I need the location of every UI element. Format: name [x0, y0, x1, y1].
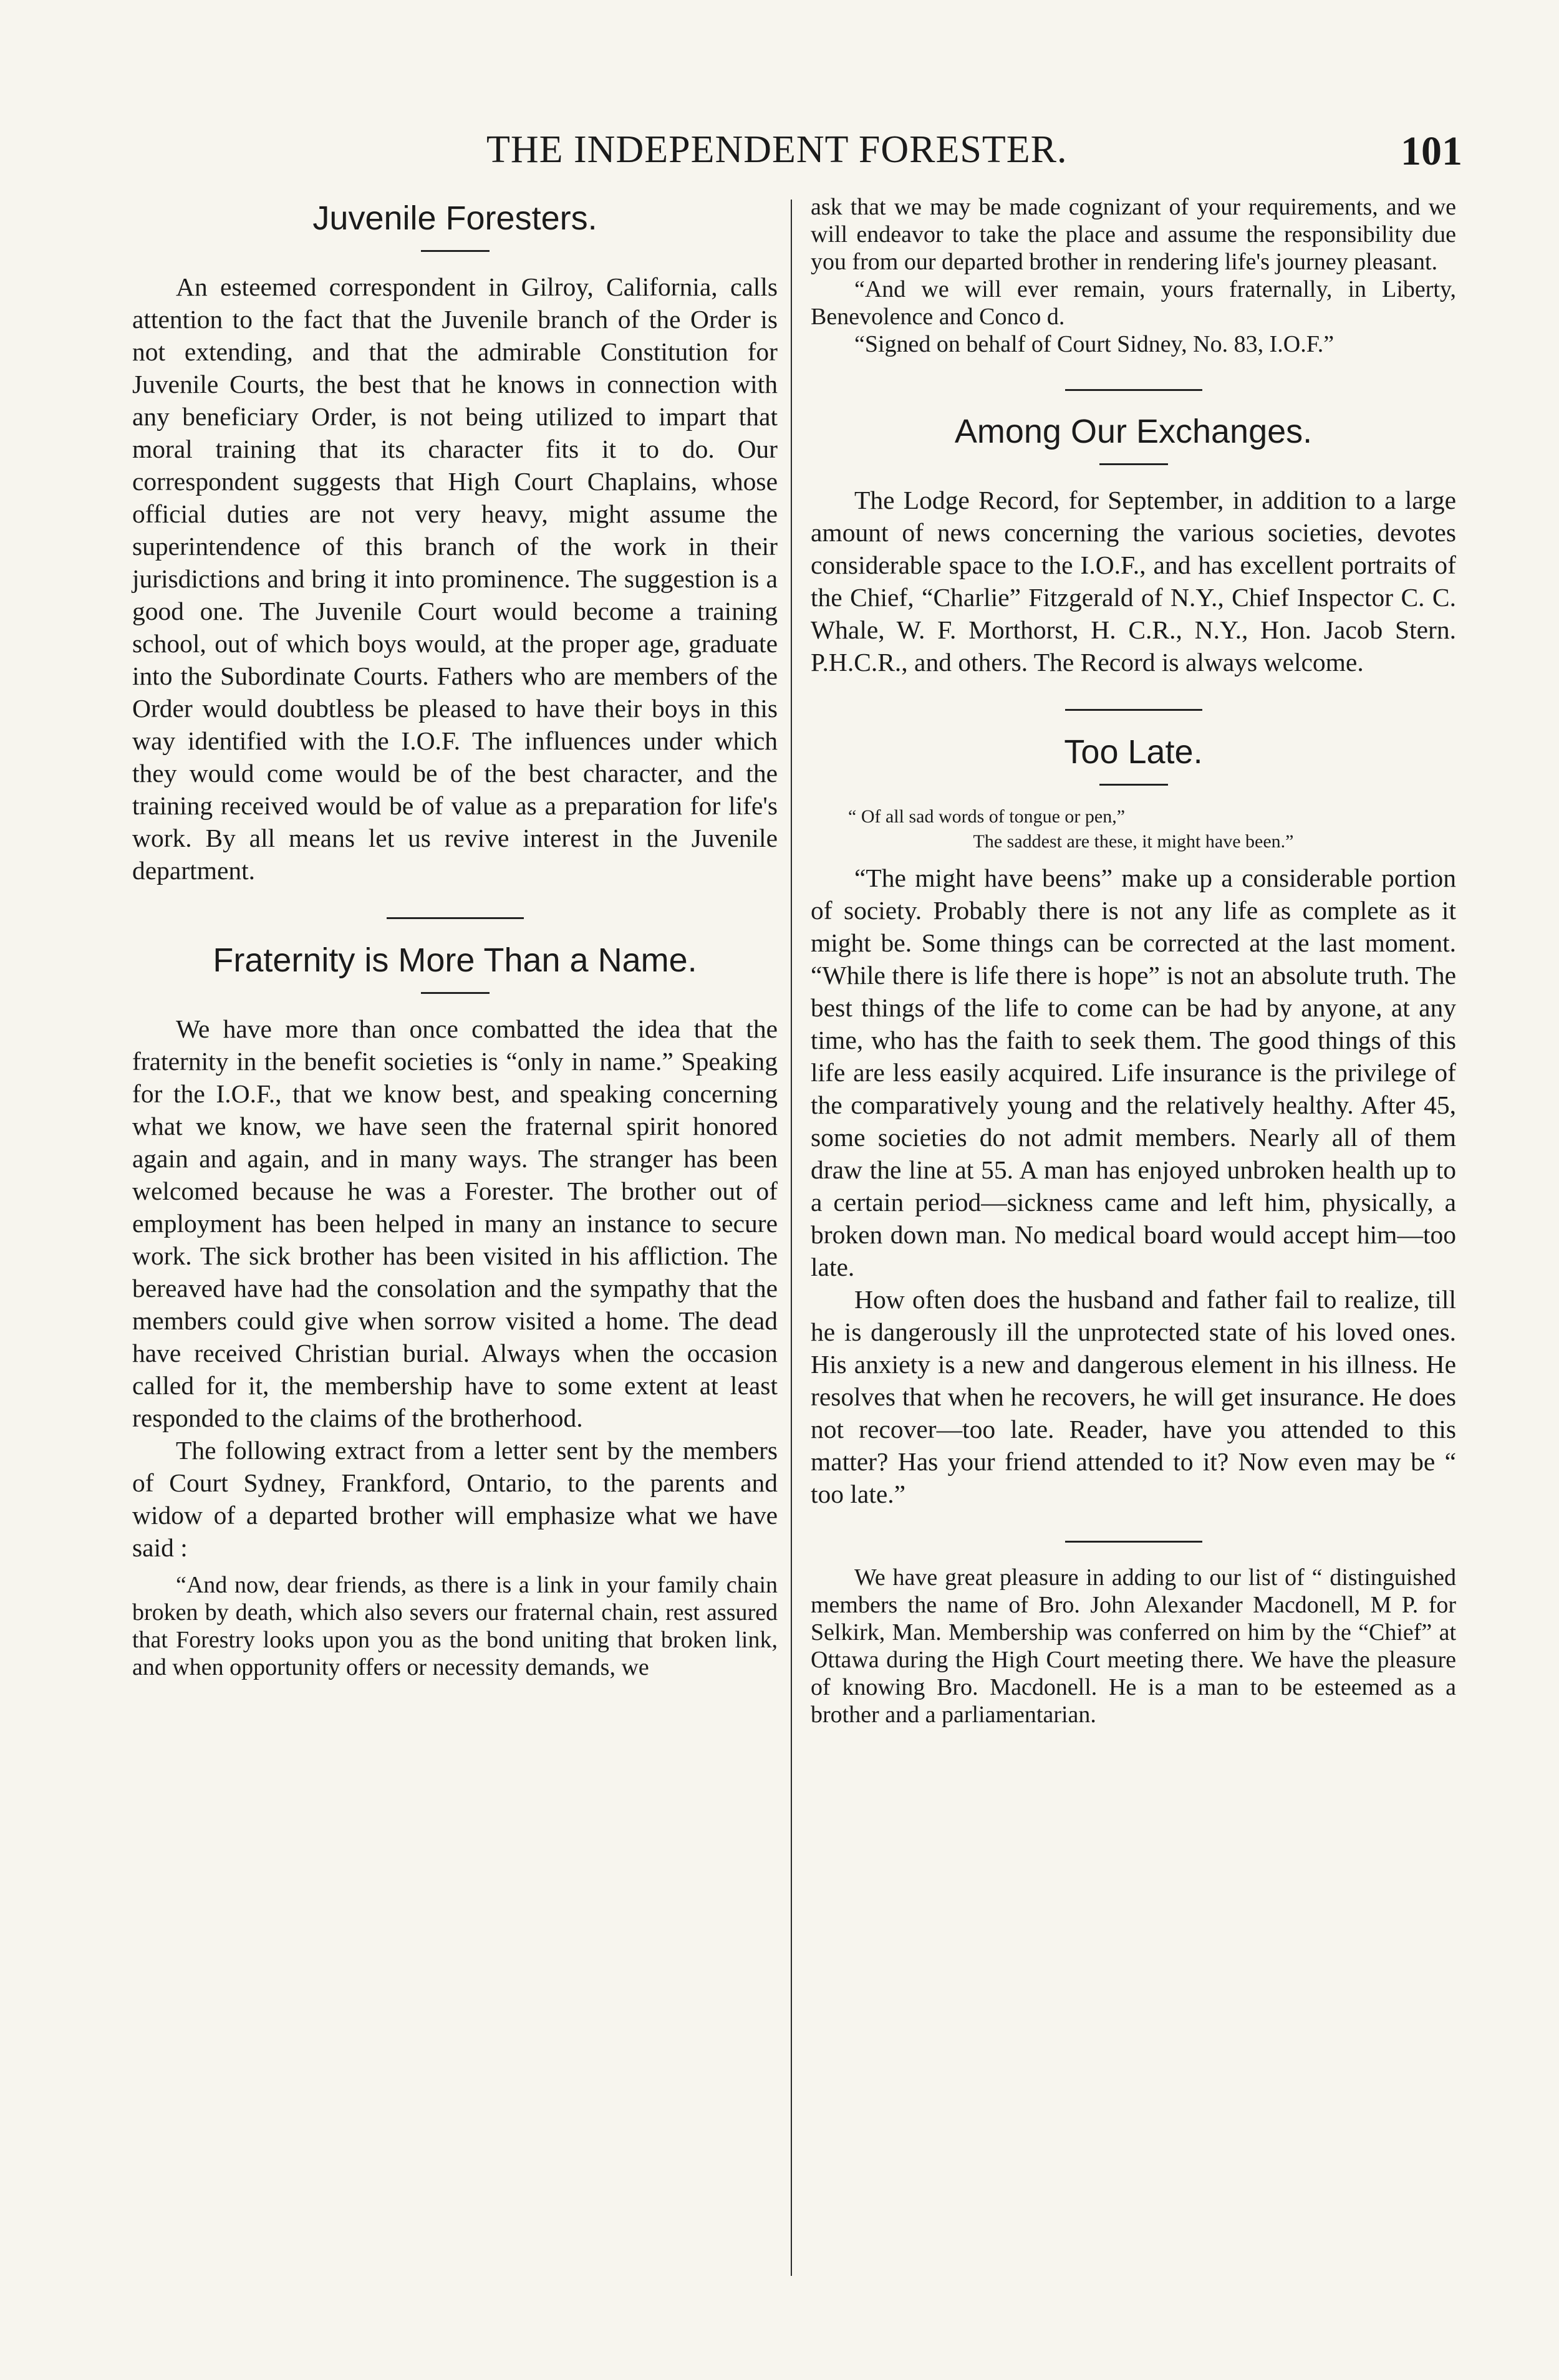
letter-signature: “Signed on behalf of Court Sidney, No. 83, I.O.F.”	[854, 331, 1335, 357]
right-column	[811, 193, 1456, 1728]
spacer	[132, 1564, 778, 1571]
article-body-juvenile: An esteemed correspondent in Gilroy, California, calls attention to the fact that the Juvenile branch of the Order is not extending, and that the admirable Constitution for Juvenile Courts, the best that he knows in connection with any beneficiary Order, is not being utilized to impart that moral training that its character fits it to do. Our correspondent suggests that High Court Chaplains, whose official duties are not very heavy, might assume the superintendence of this branch of the work in their jurisdictions and bring it into prominence. The suggestion is a good one. The Juvenile Court would become a training school, out of which boys would, at the proper age, graduate into the Subordinate Courts. Fathers who are members of the Order would doubtless be pleased to have their boys in this way identified with the I.O.F. The influences under which they would come would be of the best character, and the training received would be of value as a preparation for life's work. By all means let us revive interest in the Juvenile department.	[132, 272, 778, 885]
verse-line-2: The saddest are these, it might have been.”	[973, 831, 1294, 852]
article-body-too-late-1: “The might have beens” make up a considerable portion of society. Probably there is not any life as complete as it might be. Some things can be corrected at the last moment. “While there is life there is hope” is not an absolute truth. The best things of the life to come can be had by anyone, at any time, who has the faith to seek them. The good things of this life are less easily acquired. Life insurance is the privilege of the comparatively young and the relatively healthy. After 45, some societies do not admit members. Nearly all of them draw the line at 55. A man has enjoyed unbroken health up to a certain period—sickness came and left him, physically, a broken down man. No medical board would accept him—too late.	[811, 863, 1456, 1281]
section-ornament	[811, 1531, 1456, 1550]
article-title-exchanges: Among Our Exchanges.	[954, 413, 1313, 450]
section-ornament	[811, 379, 1456, 398]
left-column	[132, 193, 778, 1681]
article-body-too-late-2: How often does the husband and father fail to realize, till he is dangerously ill the unprotected state of his loved ones. His anxiety is a new and dangerous element in his illness. He resolves that when he recovers, he will get insurance. He does not recover—too late. Reader, have you attended to this matter? Has your friend attended to it? Now even may be “ too late.”	[811, 1284, 1456, 1508]
article-body-exchanges: The Lodge Record, for September, in addition to a large amount of news concerning the various societies, devotes considerable space to the I.O.F., and has excellent portraits of the Chief, “Charlie” Fitzgerald of N.Y., Chief Inspector C. C. Whale, W. F. Morthorst, H. C.R., N.Y., Hon. Jacob Stern. P.H.C.R., and others. The Record is always welcome.	[811, 485, 1456, 677]
title-rule	[421, 992, 490, 994]
running-title: THE INDEPENDENT FORESTER.	[486, 128, 1068, 171]
article-title-fraternity: Fraternity is More Than a Name.	[213, 941, 697, 979]
verse-line-1: “ Of all sad words of tongue or pen,”	[848, 806, 1126, 827]
page-number: 101	[1401, 128, 1462, 174]
column-divider	[791, 200, 792, 2276]
section-ornament	[132, 908, 778, 927]
letter-extract-continued: ask that we may be made cognizant of your requirements, and we will endeavor to take the place and assume the responsibility due you from our departed brother in rendering life's journey pleasant.	[811, 194, 1456, 275]
section-ornament	[811, 700, 1456, 718]
article-title-too-late: Too Late.	[1064, 733, 1203, 771]
running-head	[122, 128, 1462, 178]
article-body-macdonell: We have great pleasure in adding to our list of “ distinguished members the name of Bro. John Alexander Macdonell, M P. for Selkirk, Man. Membership was conferred on him by the “Chief” at Ottawa during the High Court meeting there. We have the pleasure of knowing Bro. Macdonell. He is a man to be esteemed as a brother and a parliamentarian.	[811, 1564, 1456, 1728]
title-rule	[421, 250, 490, 252]
title-rule	[1099, 463, 1168, 465]
title-rule	[1099, 784, 1168, 786]
letter-closing: “And we will ever remain, yours fraternally, in Liberty, Benevolence and Conco d.	[811, 276, 1456, 330]
verse-quote	[811, 804, 1456, 854]
letter-extract: “And now, dear friends, as there is a link in your family chain broken by death, which also severs our fraternal chain, rest assured that Forestry looks upon you as the bond uniting that broken link, and when opportunity offers or necessity demands, we	[132, 1571, 778, 1680]
article-body-fraternity-1: We have more than once combatted the idea that the fraternity in the benefit societies is “only in name.” Speaking for the I.O.F., that we know best, and speaking concerning what we know, we have seen the fraternal spirit honored again and again, and in many ways. The stranger has been welcomed because he was a Forester. The brother out of employment has been helped in many an instance to secure work. The sick brother has been visited in his affliction. The bereaved have had the consolation and the sympathy that the members could give when sorrow visited a home. The dead have received Christian burial. Always when the occasion called for it, the membership have to some extent at least responded to the claims of the brotherhood.	[132, 1014, 778, 1432]
article-body-fraternity-2: The following extract from a letter sent by the members of Court Sydney, Frankford, Ontario, to the parents and widow of a departed brother will emphasize what we have said :	[132, 1435, 778, 1562]
article-title-juvenile: Juvenile Foresters.	[312, 200, 597, 237]
